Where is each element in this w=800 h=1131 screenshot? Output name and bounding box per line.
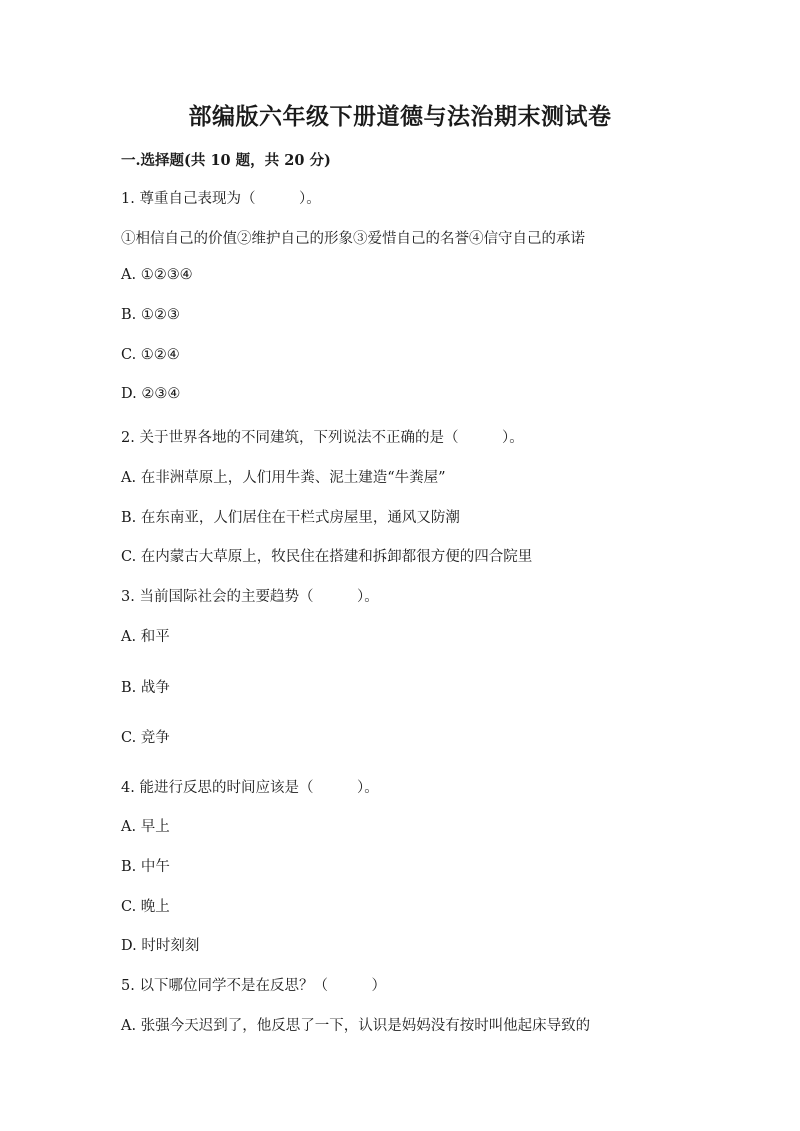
page-title: 部编版六年级下册道德与法治期末测试卷: [188, 103, 612, 130]
question-5-option-a: A. 张强今天迟到了，他反思了一下，认识是妈妈没有按时叫他起床导致的: [121, 1018, 591, 1034]
question-5: 5. 以下哪位同学不是在反思？（ ）: [121, 978, 386, 994]
question-4-option-d: D. 时时刻刻: [121, 938, 200, 954]
question-1: 1. 尊重自己表现为（ ）。: [121, 191, 321, 207]
question-2-option-c: C. 在内蒙古大草原上，牧民住在搭建和拆卸都很方便的四合院里: [121, 549, 533, 565]
question-2: 2. 关于世界各地的不同建筑，下列说法不正确的是（ ）。: [121, 430, 524, 446]
question-1-option-b: B. ①②③: [121, 307, 180, 323]
question-2-option-b: B. 在东南亚，人们居住在干栏式房屋里，通风又防潮: [121, 510, 460, 526]
question-3-option-b: B. 战争: [121, 680, 170, 696]
question-2-option-a: A. 在非洲草原上，人们用牛粪、泥土建造“牛粪屋”: [121, 470, 446, 486]
section-heading: 一.选择题(共 10 题，共 20 分): [121, 152, 331, 169]
question-3-option-a: A. 和平: [121, 629, 170, 645]
question-4-option-c: C. 晚上: [121, 899, 170, 915]
question-1-option-c: C. ①②④: [121, 347, 180, 363]
question-3: 3. 当前国际社会的主要趋势（ ）。: [121, 589, 379, 605]
question-1-statements: ①相信自己的价值②维护自己的形象③爱惜自己的名誉④信守自己的承诺: [121, 231, 585, 247]
question-1-option-d: D. ②③④: [121, 386, 181, 402]
question-4-option-b: B. 中午: [121, 859, 170, 875]
question-4-option-a: A. 早上: [121, 819, 170, 835]
question-3-option-c: C. 竞争: [121, 730, 170, 746]
question-1-option-a: A. ①②③④: [121, 267, 193, 283]
question-4: 4. 能进行反思的时间应该是（ ）。: [121, 780, 379, 796]
